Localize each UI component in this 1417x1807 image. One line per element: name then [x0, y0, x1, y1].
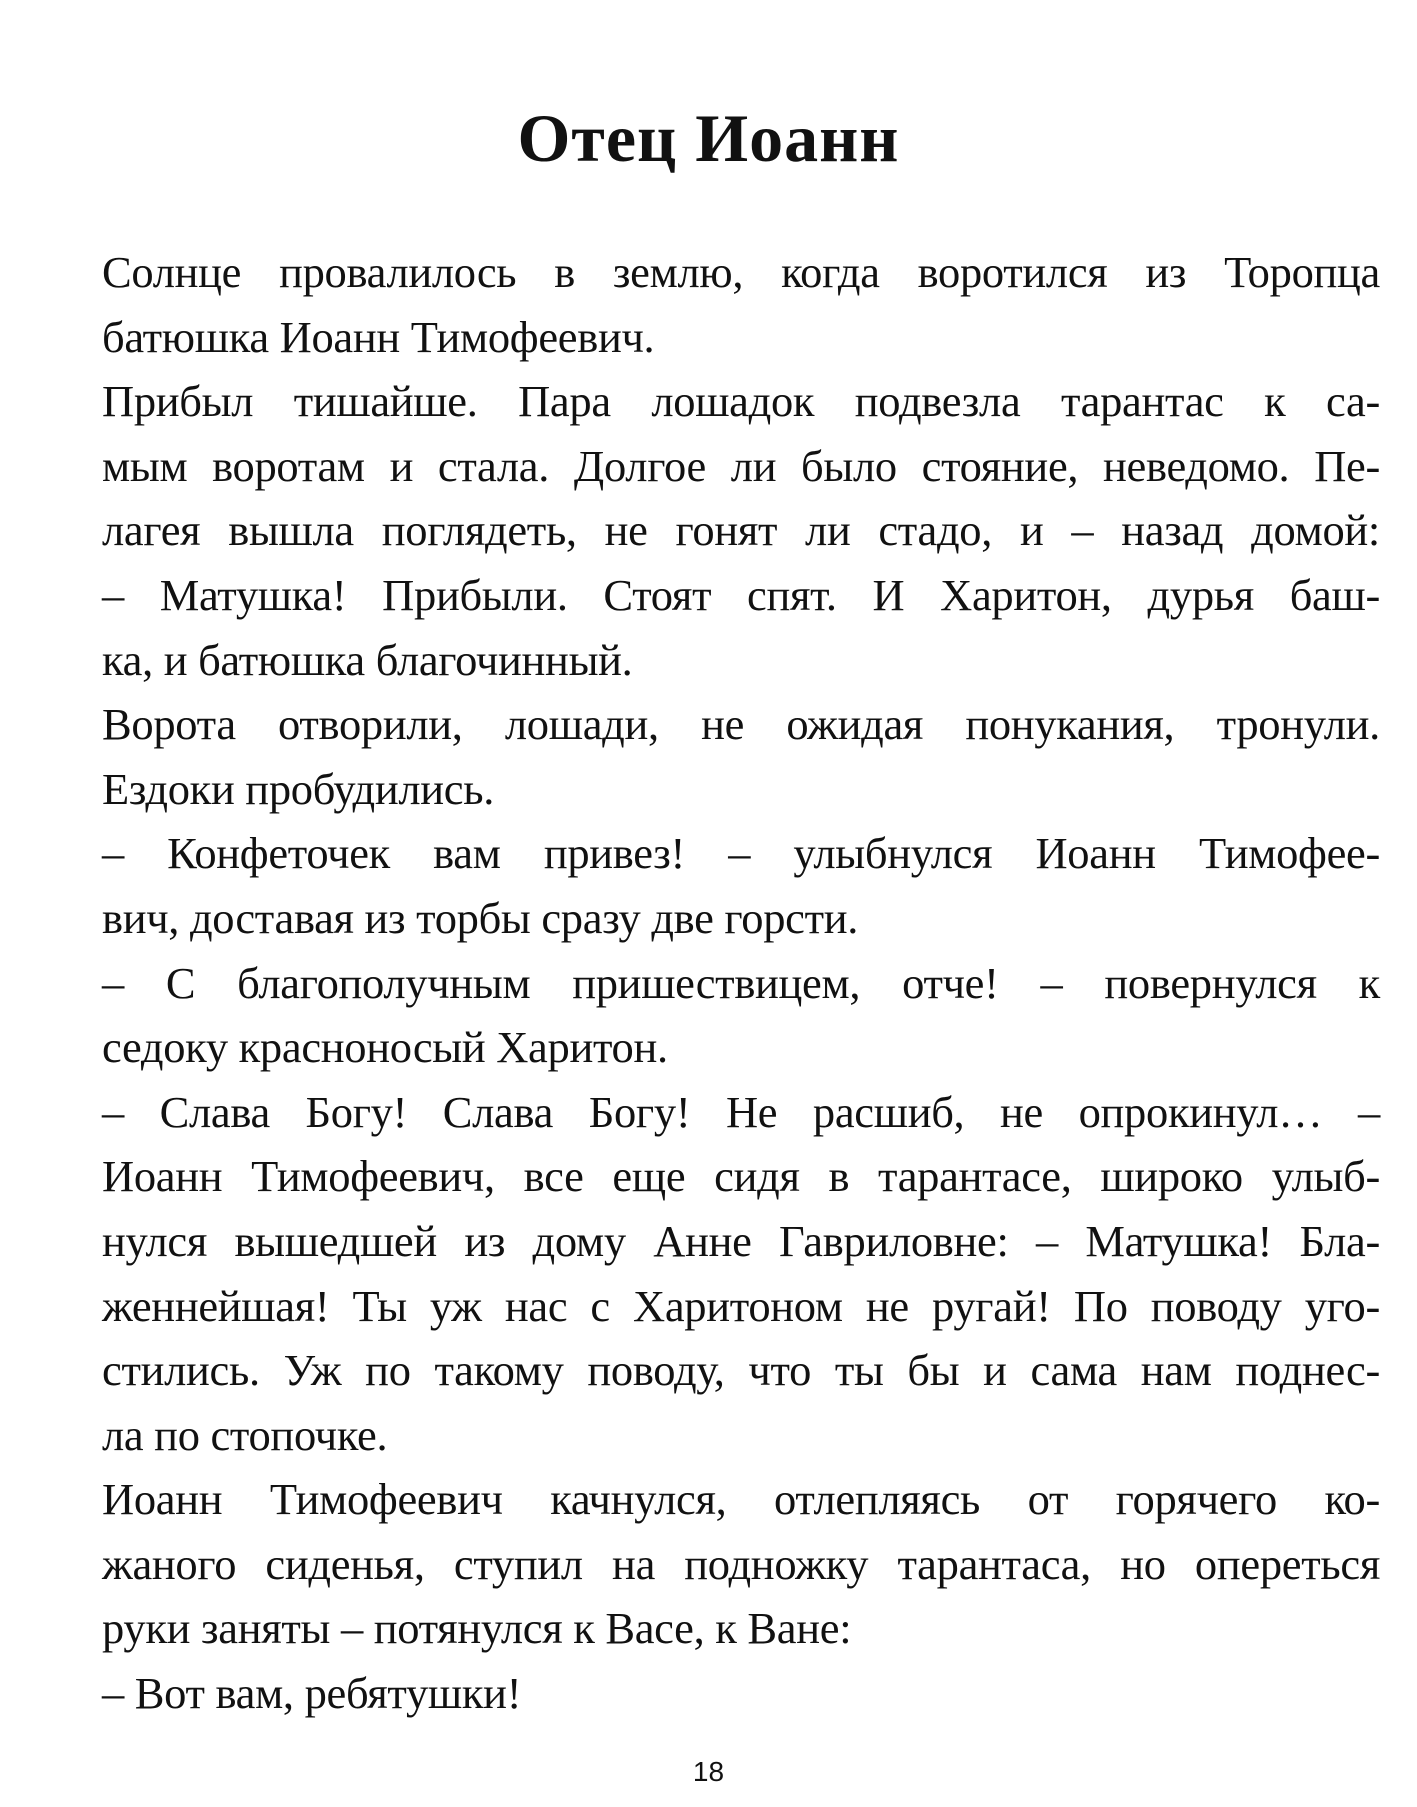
- text-line: жаного сиденья, ступил на подножку тарантаса, но опереться: [102, 1538, 1380, 1589]
- text-line: Прибыл тишайше. Пара лошадок подвезла тарантас к са-: [102, 376, 1380, 427]
- text-line: – Вот вам, ребятушки!: [102, 1668, 522, 1719]
- text-line: – С благополучным пришествицем, отче! – повернулся к: [102, 957, 1380, 1008]
- chapter-body: [42, 240, 1380, 1726]
- page-number: 18: [692, 1756, 725, 1787]
- chapter-title: Отец Иоанн: [517, 100, 900, 176]
- text-line: нулся вышедшей из дому Анне Гавриловне: – Матушка! Бла-: [102, 1215, 1380, 1266]
- paragraph: [42, 563, 1380, 692]
- text-line: лагея вышла поглядеть, не гонят ли стадо, и – назад домой:: [102, 505, 1380, 556]
- text-line: – Матушка! Прибыли. Стоят спят. И Харитон, дурья баш-: [102, 569, 1380, 620]
- paragraph: [42, 369, 1380, 563]
- text-line: стились. Уж по такому поводу, что ты бы и сама нам поднес-: [102, 1345, 1380, 1396]
- text-line: батюшка Иоанн Тимофеевич.: [102, 311, 655, 362]
- paragraph: [42, 1661, 1380, 1726]
- text-line: ка, и батюшка благочинный.: [102, 634, 633, 685]
- text-line: ла по стопочке.: [102, 1409, 388, 1460]
- paragraph: [42, 1467, 1380, 1661]
- text-line: Ворота отворили, лошади, не ожидая понукания, тронули.: [102, 699, 1380, 750]
- text-line: Иоанн Тимофеевич, все еще сидя в тарантасе, широко улыб-: [102, 1151, 1380, 1202]
- text-line: Солнце провалилось в землю, когда воротился из Торопца: [102, 247, 1380, 297]
- text-line: – Конфеточек вам привез! – улыбнулся Иоанн Тимофее-: [102, 828, 1380, 879]
- paragraph: [42, 951, 1380, 1080]
- text-line: Ездоки пробудились.: [102, 763, 495, 814]
- text-line: женнейшая! Ты уж нас с Харитоном не ругай! По поводу уго-: [102, 1280, 1380, 1331]
- paragraph: [42, 821, 1380, 950]
- text-line: седоку красноносый Харитон.: [102, 1022, 668, 1073]
- text-line: мым воротам и стала. Долгое ли было стояние, неведомо. Пе-: [102, 440, 1380, 491]
- text-line: руки заняты – потянулся к Васе, к Ване:: [102, 1603, 852, 1654]
- text-line: вич, доставая из торбы сразу две горсти.: [102, 892, 859, 943]
- text-line: – Слава Богу! Слава Богу! Не расшиб, не опрокинул… –: [102, 1086, 1380, 1137]
- paragraph: [42, 240, 1380, 369]
- text-line: Иоанн Тимофеевич качнулся, отлепляясь от горячего ко-: [102, 1474, 1380, 1525]
- paragraph: [42, 1080, 1380, 1468]
- paragraph: [42, 692, 1380, 821]
